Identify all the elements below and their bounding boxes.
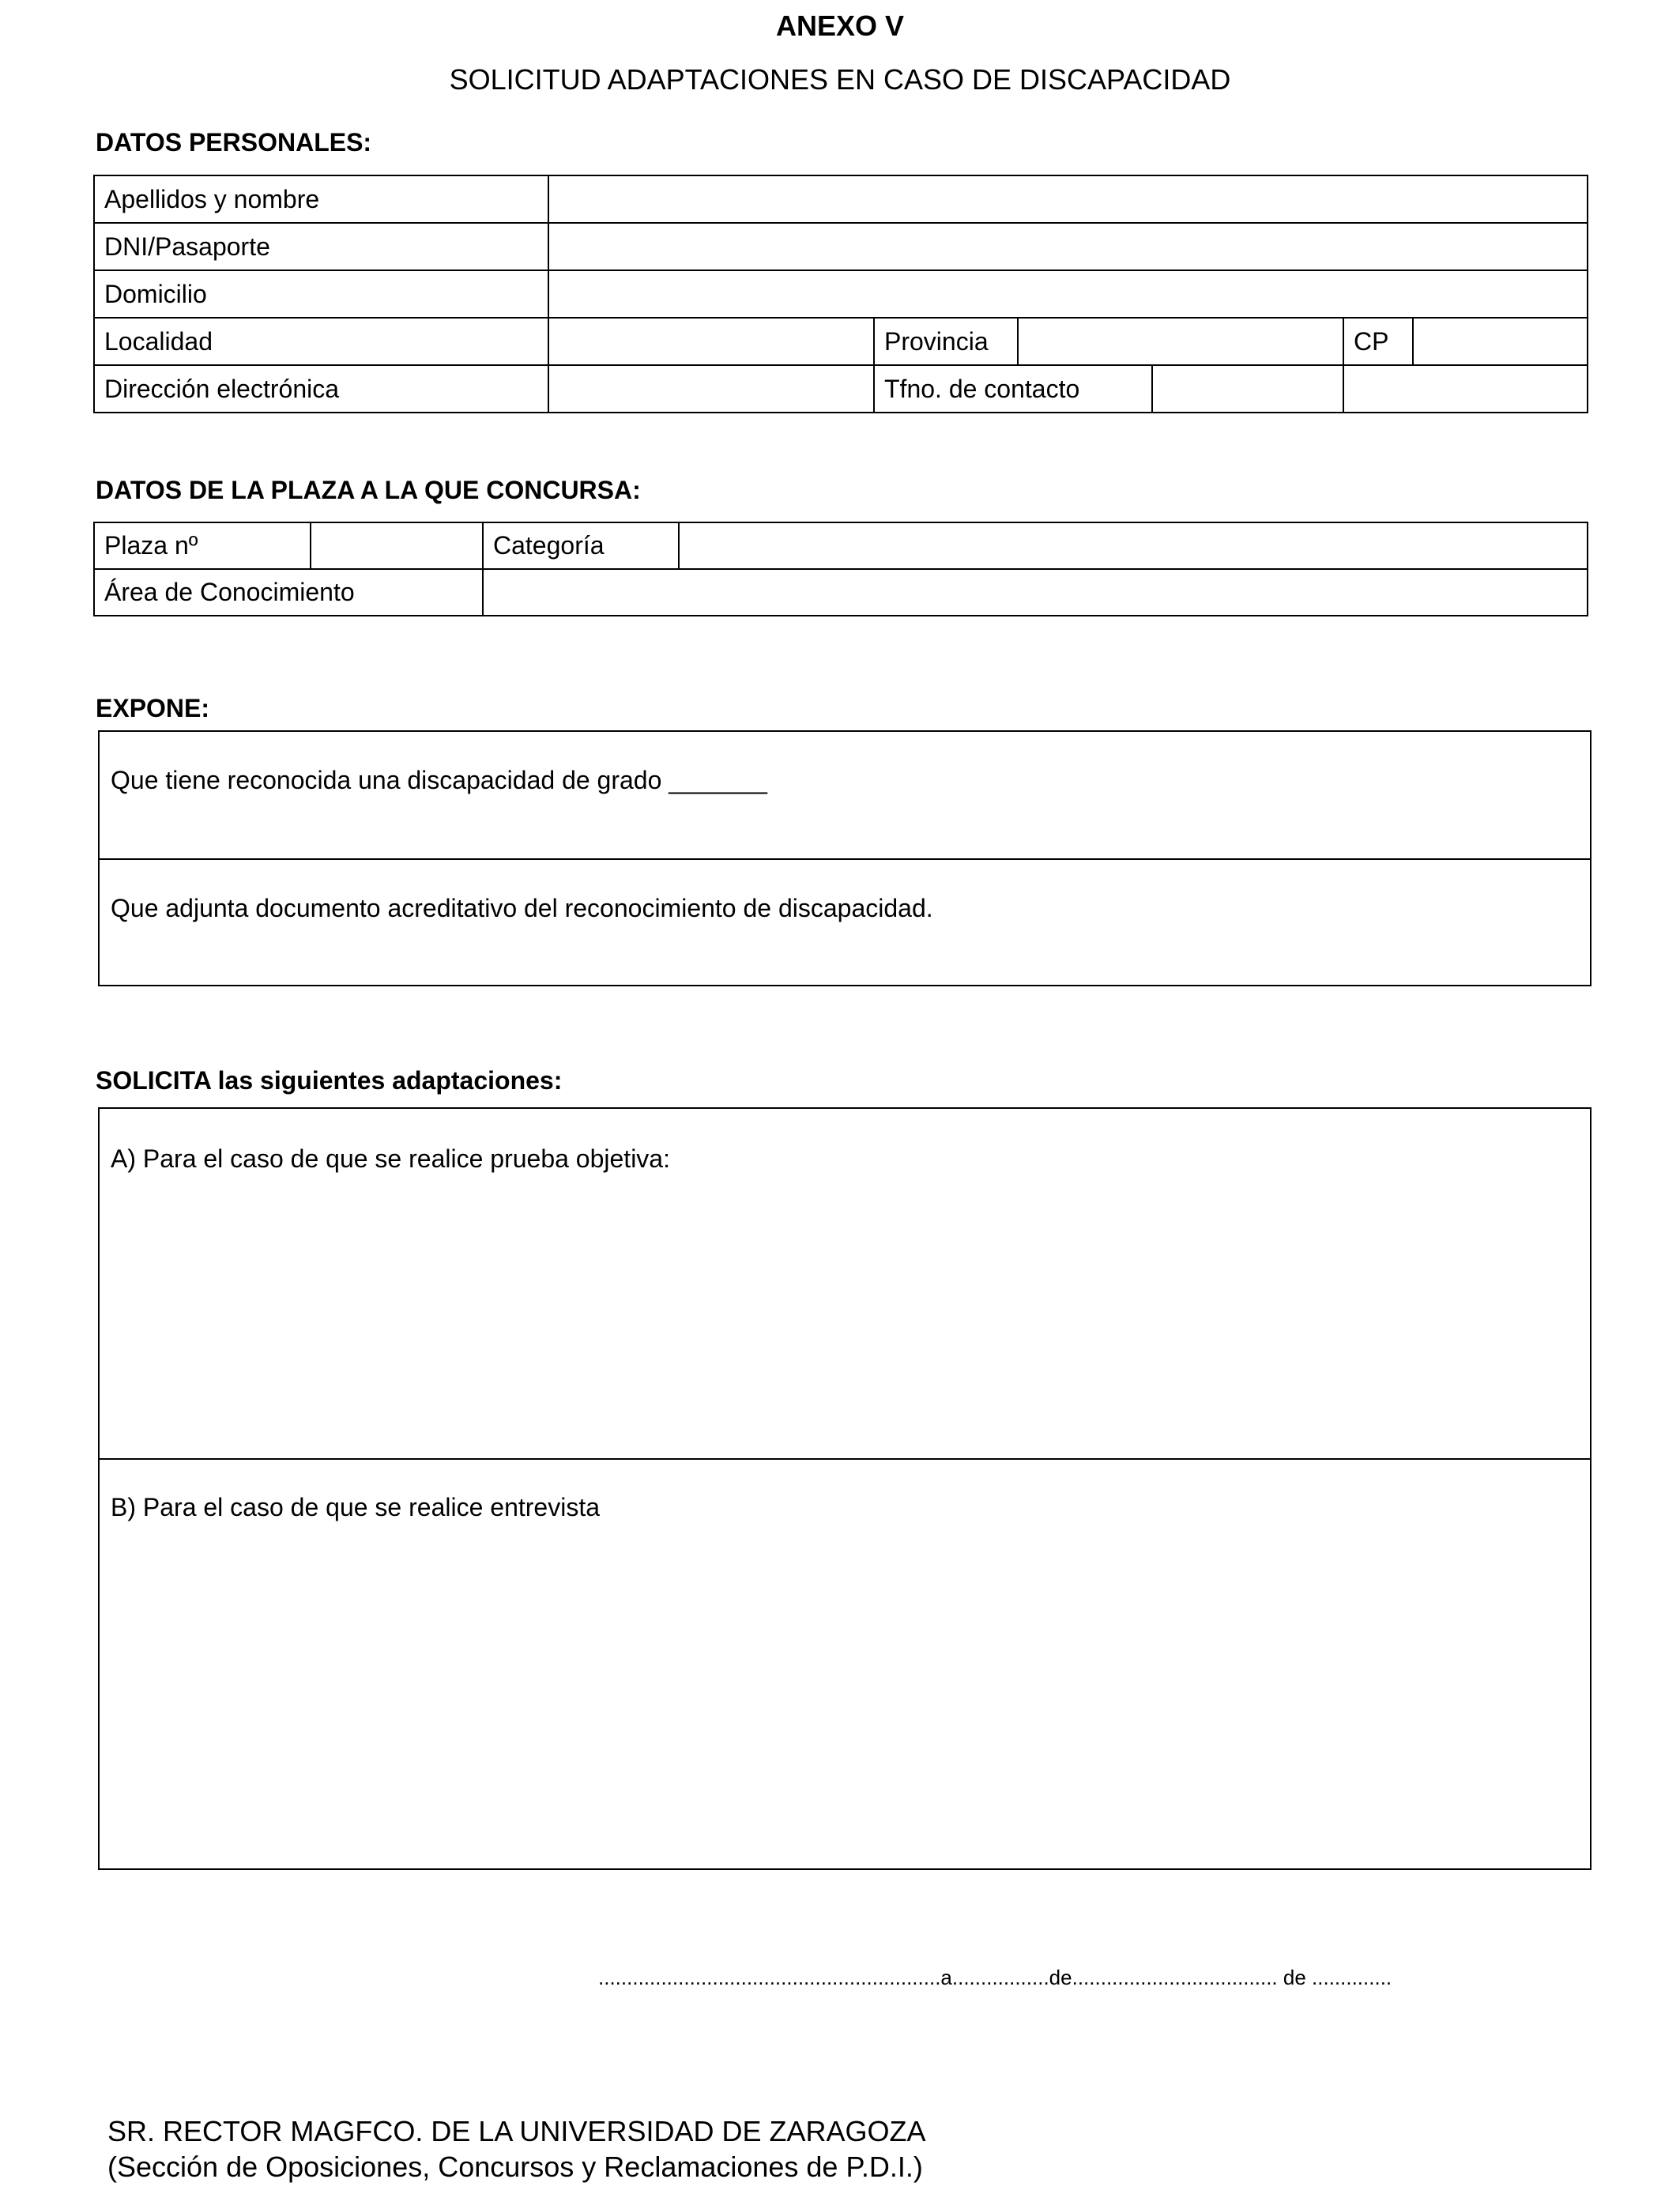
- option-b-label: B) Para el caso de que se realice entrevista: [111, 1493, 600, 1521]
- position-data-table: [93, 522, 1588, 616]
- name-row: [94, 175, 1588, 223]
- email-field[interactable]: [548, 365, 874, 413]
- id-row: [94, 223, 1588, 270]
- personal-data-heading: DATOS PERSONALES:: [96, 128, 372, 156]
- adaptations-box: [98, 1107, 1591, 1870]
- expone-box: [98, 730, 1591, 986]
- position-data-heading: DATOS DE LA PLAZA A LA QUE CONCURSA:: [96, 476, 641, 504]
- form-subtitle: SOLICITUD ADAPTACIONES EN CASO DE DISCAPACIDAD: [449, 63, 1231, 96]
- personal-data-table: [93, 175, 1588, 413]
- solicita-heading: SOLICITA las siguientes adaptaciones:: [96, 1066, 563, 1095]
- adaptations-divider: [100, 1458, 1590, 1460]
- place-date-line: ............................................................a.................de.................................... de ..............: [598, 1966, 1392, 1989]
- area-field[interactable]: [483, 569, 1588, 616]
- expone-heading: EXPONE:: [96, 694, 210, 722]
- id-label: DNI/Pasaporte: [94, 223, 548, 270]
- position-number-label: Plaza nº: [94, 522, 311, 569]
- position-row: [94, 522, 1588, 569]
- name-field[interactable]: [548, 175, 1588, 223]
- town-label: Localidad: [94, 318, 548, 365]
- phone-field[interactable]: [1343, 365, 1588, 413]
- option-b-area[interactable]: [100, 1536, 1590, 1864]
- expone-divider: [100, 858, 1590, 860]
- name-label: Apellidos y nombre: [94, 175, 548, 223]
- position-number-field[interactable]: [311, 522, 483, 569]
- province-label: Provincia: [874, 318, 1018, 365]
- province-field[interactable]: [1018, 318, 1343, 365]
- document-attached-statement: Que adjunta documento acreditativo del reconocimiento de discapacidad.: [111, 894, 933, 922]
- disability-degree-statement: Que tiene reconocida una discapacidad de grado _______: [111, 766, 767, 794]
- area-label: Área de Conocimiento: [94, 569, 483, 616]
- address-row: [94, 270, 1588, 318]
- address-label: Domicilio: [94, 270, 548, 318]
- category-label: Categoría: [483, 522, 679, 569]
- phone-cell: [874, 365, 1343, 413]
- phone-field-left[interactable]: [1153, 366, 1343, 412]
- phone-label: Tfno. de contacto: [875, 366, 1153, 412]
- address-field[interactable]: [548, 270, 1588, 318]
- town-row: [94, 318, 1588, 365]
- option-a-area[interactable]: [100, 1184, 1590, 1453]
- category-field[interactable]: [679, 522, 1588, 569]
- id-field[interactable]: [548, 223, 1588, 270]
- addressee-line: SR. RECTOR MAGFCO. DE LA UNIVERSIDAD DE ZARAGOZA: [107, 2115, 926, 2147]
- annex-title: ANEXO V: [775, 9, 905, 42]
- postcode-label: CP: [1343, 318, 1413, 365]
- contact-row: [94, 365, 1588, 413]
- option-a-label: A) Para el caso de que se realice prueba objetiva:: [111, 1144, 670, 1173]
- area-row: [94, 569, 1588, 616]
- postcode-field[interactable]: [1413, 318, 1588, 365]
- town-field[interactable]: [548, 318, 874, 365]
- section-line: (Sección de Oposiciones, Concursos y Reclamaciones de P.D.I.): [107, 2151, 923, 2183]
- email-label: Dirección electrónica: [94, 365, 548, 413]
